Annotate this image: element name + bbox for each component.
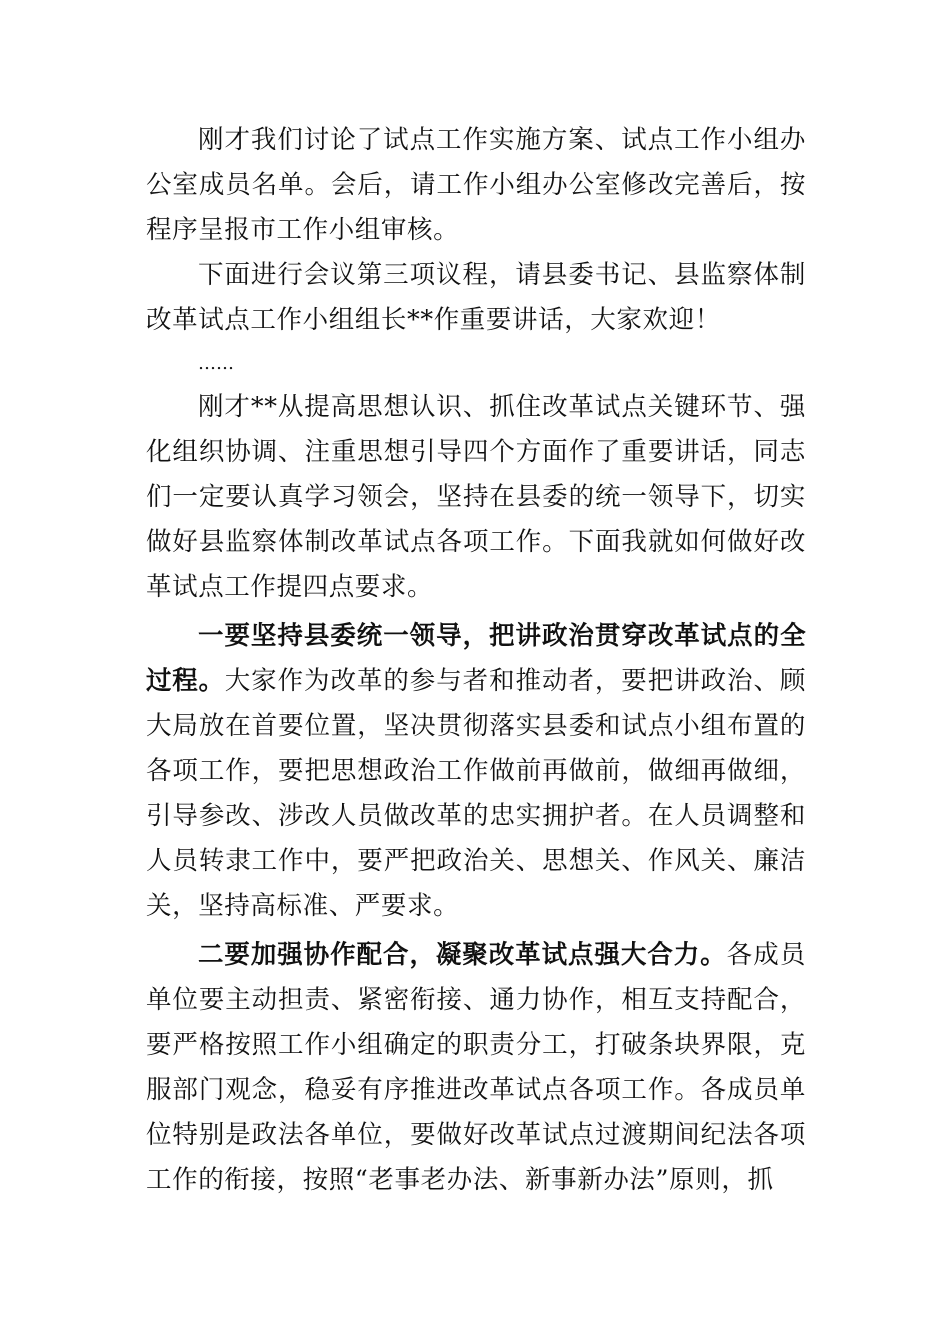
requirement-two-heading: 二要加强协作配合，凝聚改革试点强大合力。 (198, 940, 727, 970)
paragraph-requirement-one (146, 614, 806, 929)
requirement-two-body: 各成员单位要主动担责、紧密衔接、通力协作，相互支持配合，要严格按照工作小组确定的职责分工，打破条块界限，克服部门观念，稳妥有序推进改革试点各项工作。各成员单位特别是政法各单位，要做好改革试点过渡期间纪法各项工作的衔接，按照“老事老办法、新事新办法”原则，抓 (146, 940, 806, 1195)
omission-ellipsis: …… (198, 353, 234, 374)
paragraph-agenda-item-three: 下面进行会议第三项议程，请县委书记、县监察体制改革试点工作小组组长**作重要讲话，大家欢迎！ (146, 260, 806, 335)
requirement-one-body: 大家作为改革的参与者和推动者，要把讲政治、顾大局放在首要位置，坚决贯彻落实县委和试点小组布置的各项工作，要把思想政治工作做前再做前，做细再做细，引导参改、涉改人员做改革的忠实拥护者。在人员调整和人员转隶工作中，要严把政治关、思想关、作风关、廉洁关，坚持高标准、严要求。 (146, 666, 807, 921)
paragraph-speech-summary: 刚才**从提高思想认识、抓住改革试点关键环节、强化组织协调、注重思想引导四个方面作了重要讲话，同志们一定要认真学习领会，坚持在县委的统一领导下，切实做好县监察体制改革试点各项工作。下面我就如何做好改革试点工作提四点要求。 (146, 392, 806, 602)
paragraph-requirement-two (146, 933, 806, 1203)
requirement-one-heading: 一要坚持县委统一领导，把讲政治贯穿改革试点的全过程。 (146, 621, 806, 696)
document-page (146, 118, 806, 1203)
paragraph-discussion-summary: 刚才我们讨论了试点工作实施方案、试点工作小组办公室成员名单。会后，请工作小组办公室修改完善后，按程序呈报市工作小组审核。 (146, 125, 806, 245)
